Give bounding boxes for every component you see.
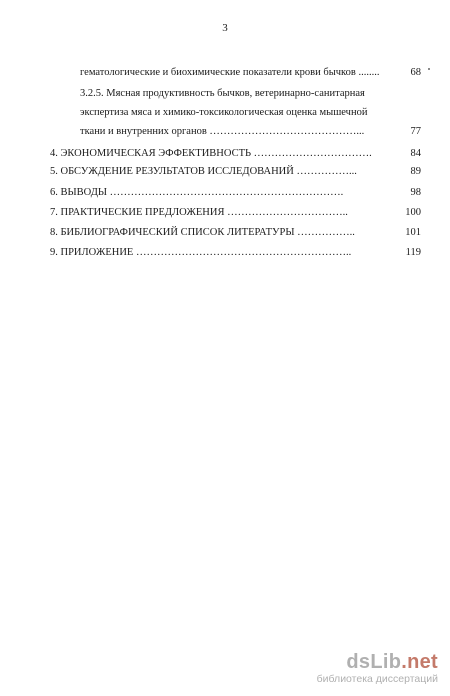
toc-page-number: 77: [410, 126, 421, 137]
toc-page-number: 68: [410, 67, 421, 78]
toc-line: 6. ВЫВОДЫ ………………………………………………………….: [50, 187, 344, 198]
toc-line: 9. ПРИЛОЖЕНИЕ ……………………………………………………..: [50, 247, 352, 258]
page-number: 3: [222, 22, 228, 34]
toc-page-number: 84: [410, 148, 421, 159]
watermark: [317, 651, 438, 686]
toc-line: экспертиза мяса и химико-токсикологическая оценка мышечной: [80, 107, 368, 118]
toc-line: 7. ПРАКТИЧЕСКИЕ ПРЕДЛОЖЕНИЯ ……………………………..: [50, 207, 348, 218]
toc-page-number: 101: [405, 227, 421, 238]
toc-line: 8. БИБЛИОГРАФИЧЕСКИЙ СПИСОК ЛИТЕРАТУРЫ ……………..: [50, 227, 355, 238]
toc-line: 3.2.5. Мясная продуктивность бычков, ветеринарно-санитарная: [80, 88, 365, 99]
toc-line: 5. ОБСУЖДЕНИЕ РЕЗУЛЬТАТОВ ИССЛЕДОВАНИЙ ……………...: [50, 166, 357, 177]
scan-speck: [428, 68, 430, 70]
toc-line: гематологические и биохимические показатели крови бычков ........: [80, 67, 380, 78]
toc-line: 4. ЭКОНОМИЧЕСКАЯ ЭФФЕКТИВНОСТЬ …………………………….: [50, 148, 372, 159]
toc-page-number: 119: [405, 247, 421, 258]
watermark-subtitle: библиотека диссертаций: [316, 673, 438, 685]
toc-line: ткани и внутренних органов ……………………………………...: [80, 126, 365, 137]
toc-page-number: 89: [410, 166, 421, 177]
toc-page-number: 98: [410, 187, 421, 198]
watermark-logo: dsLib.net: [346, 651, 438, 673]
toc-page-number: 100: [405, 207, 421, 218]
